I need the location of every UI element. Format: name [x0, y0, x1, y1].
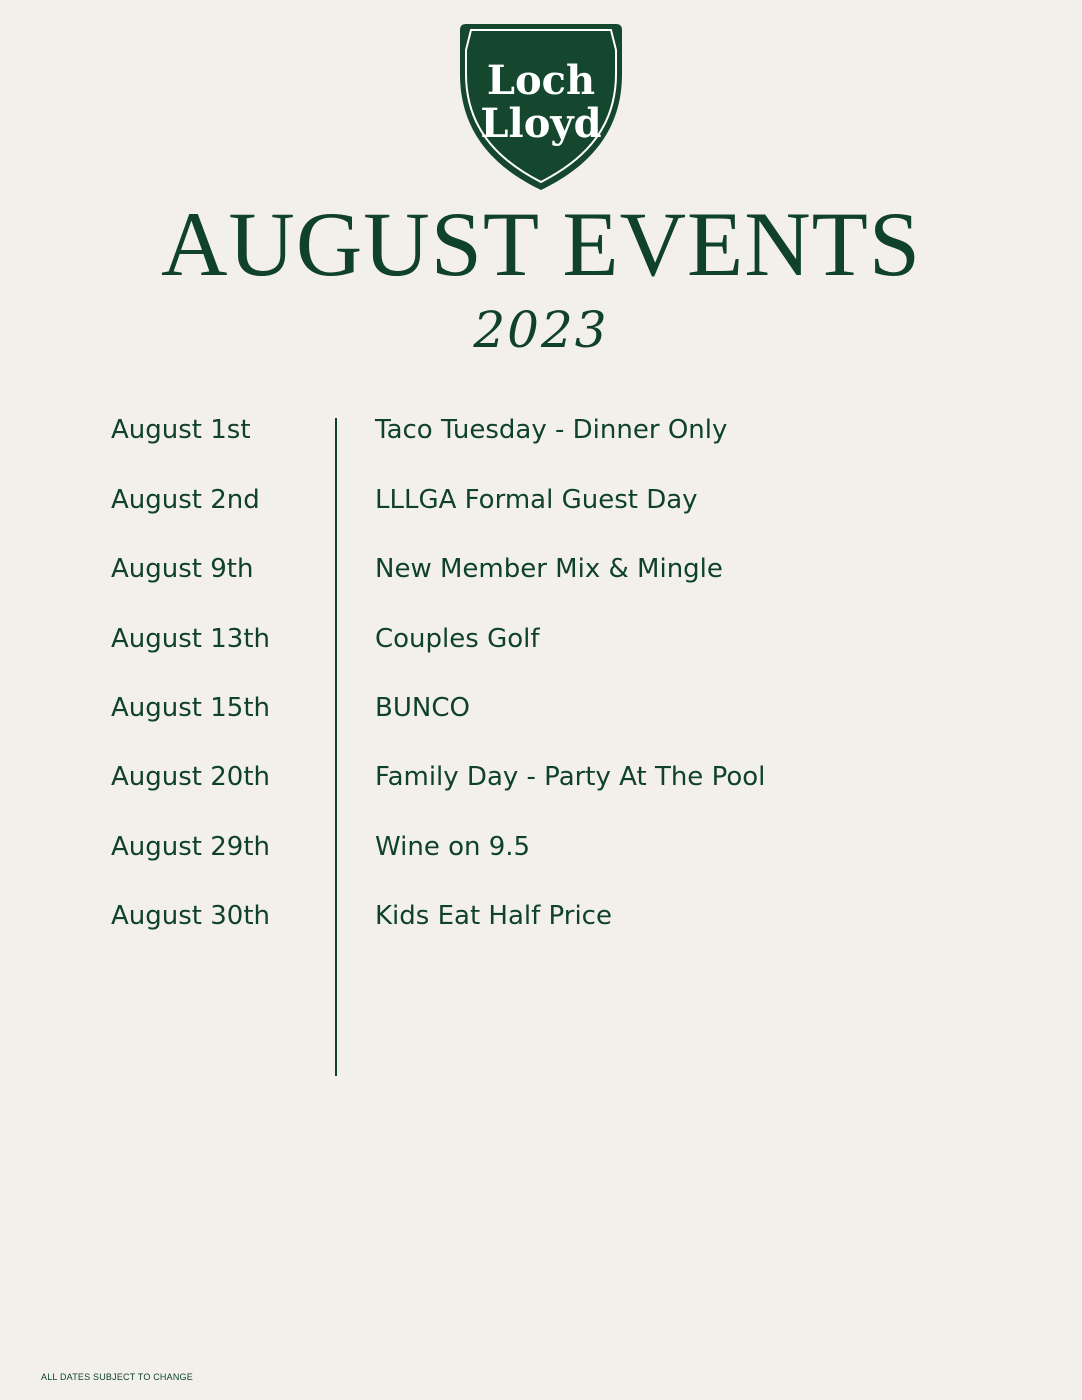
shield-crest-icon — [458, 22, 624, 192]
event-date: August 29th — [111, 832, 271, 862]
event-row — [0, 896, 1082, 936]
event-name: LLLGA Formal Guest Day — [375, 485, 698, 515]
disclaimer-note: ALL DATES SUBJECT TO CHANGE — [41, 1372, 193, 1382]
event-date: August 9th — [111, 554, 254, 584]
event-date: August 15th — [111, 693, 271, 723]
event-date: August 30th — [111, 901, 271, 931]
event-row — [0, 757, 1082, 797]
event-name: Couples Golf — [375, 624, 540, 654]
event-row — [0, 827, 1082, 867]
event-date: August 1st — [111, 415, 251, 445]
event-name: Wine on 9.5 — [375, 832, 531, 862]
page-title: AUGUST EVENTS — [160, 193, 922, 295]
event-name: Kids Eat Half Price — [375, 901, 612, 931]
event-row — [0, 549, 1082, 589]
event-date: August 13th — [111, 624, 271, 654]
event-row — [0, 410, 1082, 450]
logo-line-1: Loch — [486, 57, 596, 104]
event-date: August 20th — [111, 762, 271, 792]
event-name: Family Day - Party At The Pool — [375, 762, 766, 792]
event-row — [0, 619, 1082, 659]
event-date: August 2nd — [111, 485, 260, 515]
event-row — [0, 480, 1082, 520]
logo-line-2: Lloyd — [480, 100, 602, 147]
loch-lloyd-logo — [458, 22, 624, 192]
event-name: New Member Mix & Mingle — [375, 554, 723, 584]
year-subtitle: 2023 — [473, 301, 609, 359]
event-name: Taco Tuesday - Dinner Only — [375, 415, 728, 445]
event-row — [0, 688, 1082, 728]
event-name: BUNCO — [375, 693, 470, 723]
